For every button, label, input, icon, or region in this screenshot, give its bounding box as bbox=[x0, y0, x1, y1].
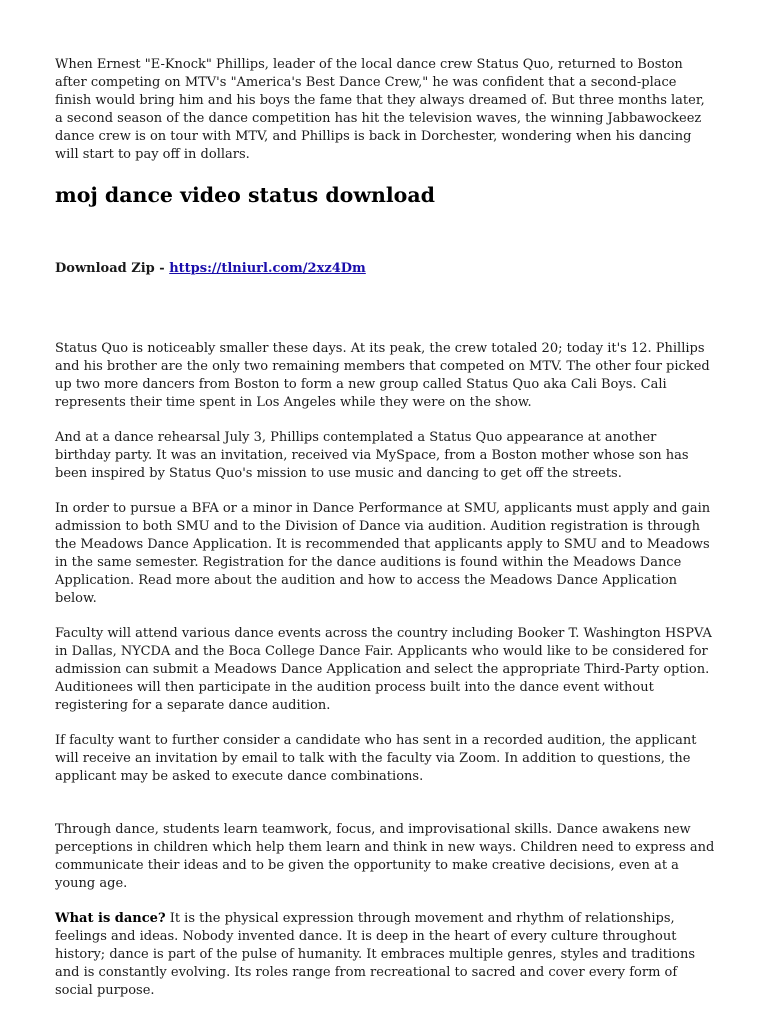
paragraph-bfa-admission: In order to pursue a BFA or a minor in Dance Performance at SMU, applicants must apply and gain admission to both SMU and to the Division of Dance via audition. Audition registration is through the Meadows Dance Application. It is recommended that applicants apply to SMU and to Meadows in the same semester. Registration for the dance auditions is found within the Meadows Dance Application. Read more about the audition and how to access the Meadows Dance Application below. bbox=[55, 501, 711, 606]
paragraph-rehearsal: And at a dance rehearsal July 3, Phillips contemplated a Status Quo appearance at another birthday party. It was an invitation, received via MySpace, from a Boston mother whose son has been inspired by Status Quo's mission to use music and dancing to get off the streets. bbox=[55, 430, 689, 481]
paragraph-dance-benefits: Through dance, students learn teamwork, focus, and improvisational skills. Dance awakens new perceptions in children which help them learn and think in new ways. Children need to express and communicate their ideas and to be given the opportunity to make creative decisions, even at a young age. bbox=[55, 822, 715, 891]
what-is-dance-text: It is the physical expression through movement and rhythm of relationships, feelings and ideas. Nobody invented dance. It is deep in the heart of every culture throughout history; dance is part of the pulse of humanity. It embraces multiple genres, styles and traditions and is constantly evolving. Its roles range from recreational to sacred and cover every form of social purpose. bbox=[55, 911, 695, 998]
paragraph-status-quo-size: Status Quo is noticeably smaller these days. At its peak, the crew totaled 20; today it's 12. Phillips and his brother are the only two remaining members that competed on MTV. The other four picked up two more dancers from Boston to form a new group called Status Quo aka Cali Boys. Cali represents their time spent in Los Angeles while they were on the show. bbox=[55, 341, 710, 410]
paragraph-faculty-events: Faculty will attend various dance events across the country including Booker T. Washington HSPVA in Dallas, NYCDA and the Boca College Dance Fair. Applicants who would like to be considered for admission can submit a Meadows Dance Application and select the appropriate Third-Party option. Auditionees will then participate in the audition process built into the dance event without registering for a separate dance audition. bbox=[55, 626, 712, 713]
paragraph-recorded-audition: If faculty want to further consider a candidate who has sent in a recorded audition, the applicant will receive an invitation by email to talk with the faculty via Zoom. In addition to questions, the applicant may be asked to execute dance combinations. bbox=[55, 733, 697, 784]
what-is-dance-label: What is dance? bbox=[55, 911, 166, 926]
page-title: moj dance video status download bbox=[55, 183, 435, 207]
download-link[interactable]: https://tlniurl.com/2xz4Dm bbox=[169, 261, 366, 276]
paragraph-what-is-dance bbox=[55, 910, 715, 1000]
download-label: Download Zip - bbox=[55, 261, 170, 276]
download-line bbox=[55, 260, 715, 278]
intro-paragraph: When Ernest "E-Knock" Phillips, leader of the local dance crew Status Quo, returned to Boston after competing on MTV's "America's Best Dance Crew," he was confident that a second-place finish would bring him and his boys the fame that they always dreamed of. But three months later, a second season of the dance competition has hit the television waves, the winning Jabbawockeez dance crew is on tour with MTV, and Phillips is back in Dorchester, wondering when his dancing will start to pay off in dollars. bbox=[55, 57, 705, 162]
